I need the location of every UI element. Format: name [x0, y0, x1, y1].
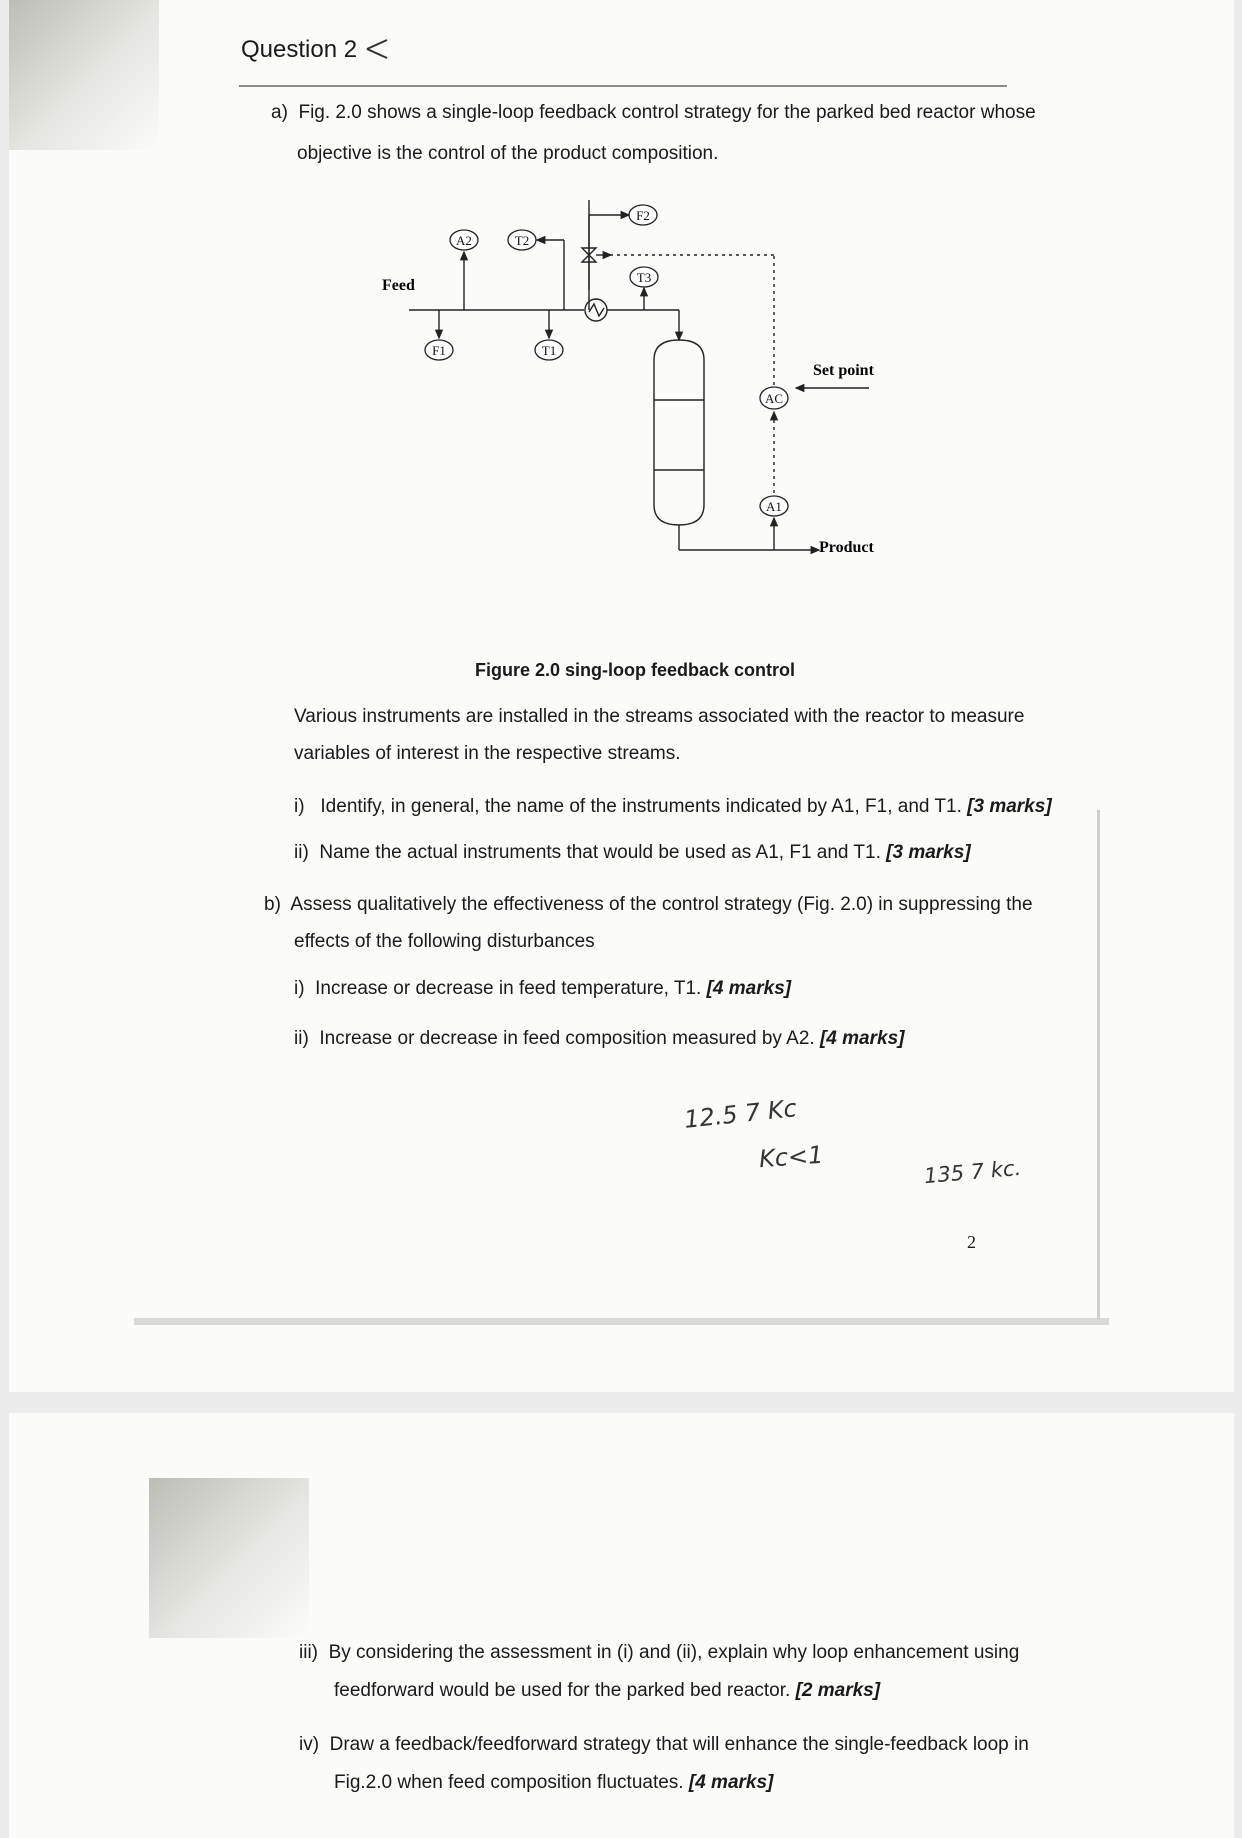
part-b-line2: effects of the following disturbances	[294, 931, 595, 952]
t1-label: T1	[541, 343, 557, 358]
t2-label: T2	[514, 233, 530, 248]
page-curl-shadow	[9, 0, 159, 150]
part-b-line1: b) Assess qualitatively the effectiveness of the control strategy (Fig. 2.0) in suppressing the	[264, 894, 1033, 915]
cross-mark-icon	[364, 38, 390, 60]
setpoint-label: Set point	[813, 362, 874, 379]
t3-label: T3	[636, 270, 652, 285]
f1-label: F1	[432, 343, 446, 358]
ac-label: AC	[764, 391, 784, 406]
question-b-iv-line1: iv) Draw a feedback/feedforward strategy that will enhance the single-feedback loop in	[299, 1734, 1029, 1755]
f2-label: F2	[636, 208, 650, 223]
question-title: Question 2	[241, 36, 390, 64]
product-label: Product	[819, 539, 874, 556]
exam-page-2	[9, 1413, 1234, 1838]
paragraph-line1: Various instruments are installed in the streams associated with the reactor to measure	[294, 706, 1025, 727]
a2-label: A2	[456, 233, 472, 248]
feed-label: Feed	[382, 277, 415, 294]
part-a-line2: objective is the control of the product composition.	[297, 143, 719, 164]
handwritten-note-1: 12.5 7 Kc	[682, 1094, 799, 1134]
handwritten-note-2: Kc<1	[758, 1140, 825, 1174]
exam-page-1	[9, 0, 1234, 1392]
question-a-i: i) Identify, in general, the name of the instruments indicated by A1, F1, and T1. [3 marks]	[294, 796, 1052, 817]
figure-caption: Figure 2.0 sing-loop feedback control	[475, 660, 796, 680]
handwritten-note-3: 135 7 kc.	[923, 1155, 1023, 1189]
question-a-ii: ii) Name the actual instruments that would be used as A1, F1 and T1. [3 marks]	[294, 842, 971, 863]
page-number: 2	[967, 1232, 976, 1252]
reactor-vessel	[654, 340, 704, 525]
part-a-line1: a) Fig. 2.0 shows a single-loop feedback control strategy for the parked bed reactor whose	[271, 102, 1036, 123]
page-curl-shadow-2	[149, 1478, 309, 1638]
page-edge-right	[1097, 810, 1100, 1320]
question-b-i: i) Increase or decrease in feed temperature, T1. [4 marks]	[294, 978, 792, 999]
question-b-iii-line1: iii) By considering the assessment in (i) and (ii), explain why loop enhancement using	[299, 1642, 1020, 1663]
a1-label: A1	[766, 499, 782, 514]
reactor-diagram	[349, 200, 889, 580]
question-b-iii-line2: feedforward would be used for the parked bed reactor. [2 marks]	[334, 1680, 881, 1701]
question-b-ii: ii) Increase or decrease in feed composition measured by A2. [4 marks]	[294, 1028, 905, 1049]
page-edge-shadow	[134, 1318, 1109, 1325]
question-b-iv-line2: Fig.2.0 when feed composition fluctuates. [4 marks]	[334, 1772, 774, 1793]
paragraph-line2: variables of interest in the respective streams.	[294, 743, 681, 764]
title-divider	[239, 85, 1007, 87]
